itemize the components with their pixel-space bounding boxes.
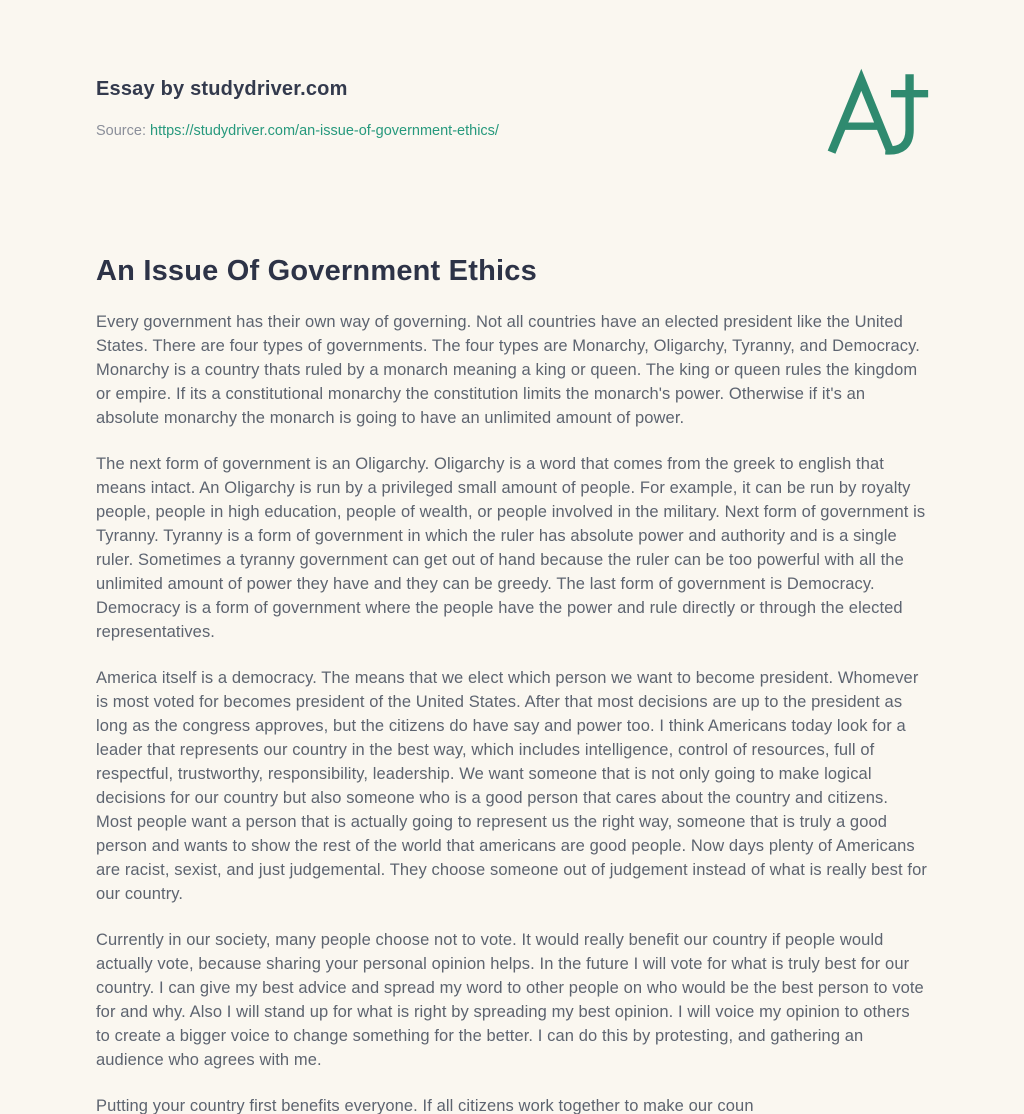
essay-paragraph: America itself is a democracy. The means that we elect which person we want to become president. Whomever is most voted for becomes president of the United States. After that most decisions are up to the president as long as the congress approves, but the citizens do have say and power too. I think Americans today look for a leader that represents our country in the best way, which includes intelligence, control of resources, full of respectful, trustworthy, responsibility, leadership. We want someone that is not only going to make logical decisions for our country but also someone who is a good person that cares about the country and citizens. Most people want a person that is actually going to represent us the right way, someone that is truly a good person and wants to show the rest of the world that americans are good people. Now days plenty of Americans are racist, sexist, and just judgemental. They choose someone out of judgement instead of what is really best for our country. (96, 669, 927, 903)
essay-body (96, 310, 928, 1114)
essay-paragraph: Currently in our society, many people choose not to vote. It would really benefit our country if people would actually vote, because sharing your personal opinion helps. In the future I will vote for what is truly best for our country. I can give my best advice and spread my word to other people on who would be the best person to vote for and why. Also I will stand up for what is right by spreading my best opinion. I will voice my opinion to others to create a bigger voice to change something for the better. I can do this by protesting, and gathering an audience who agrees with me. (96, 931, 924, 1069)
essay-paragraph: The next form of government is an Oligarchy. Oligarchy is a word that comes from the greek to english that means intact. An Oligarchy is run by a privileged small amount of people. For example, it can be run by royalty people, people in high education, people of wealth, or people involved in the military. Next form of government is Tyranny. Tyranny is a form of government in which the ruler has absolute power and authority and is a single ruler. Sometimes a tyranny government can get out of hand because the ruler can be too powerful with all the unlimited amount of power they have and they can be greedy. The last form of government is Democracy. Democracy is a form of government where the people have the power and rule directly or through the elected representatives. (96, 455, 926, 641)
essay-paragraph: Putting your country first benefits everyone. If all citizens work together to make our coun (96, 1097, 754, 1114)
page-title: An Issue Of Government Ethics (96, 255, 537, 287)
source-label: Source: (96, 123, 150, 139)
source-url-link[interactable]: https://studydriver.com/an-issue-of-government-ethics/ (150, 123, 499, 139)
studydriver-logo-icon (826, 68, 930, 164)
source-row (96, 123, 928, 139)
essay-paragraph: Every government has their own way of governing. Not all countries have an elected president like the United States. There are four types of governments. The four types are Monarchy, Oligarchy, Tyranny, and Democracy. Monarchy is a country thats ruled by a monarch meaning a king or queen. The king or queen rules the kingdom or empire. If its a constitutional monarchy the constitution limits the monarch's power. Otherwise if it's an absolute monarchy the monarch is going to have an unlimited amount of power. (96, 313, 920, 427)
essay-byline: Essay by studydriver.com (96, 78, 348, 100)
